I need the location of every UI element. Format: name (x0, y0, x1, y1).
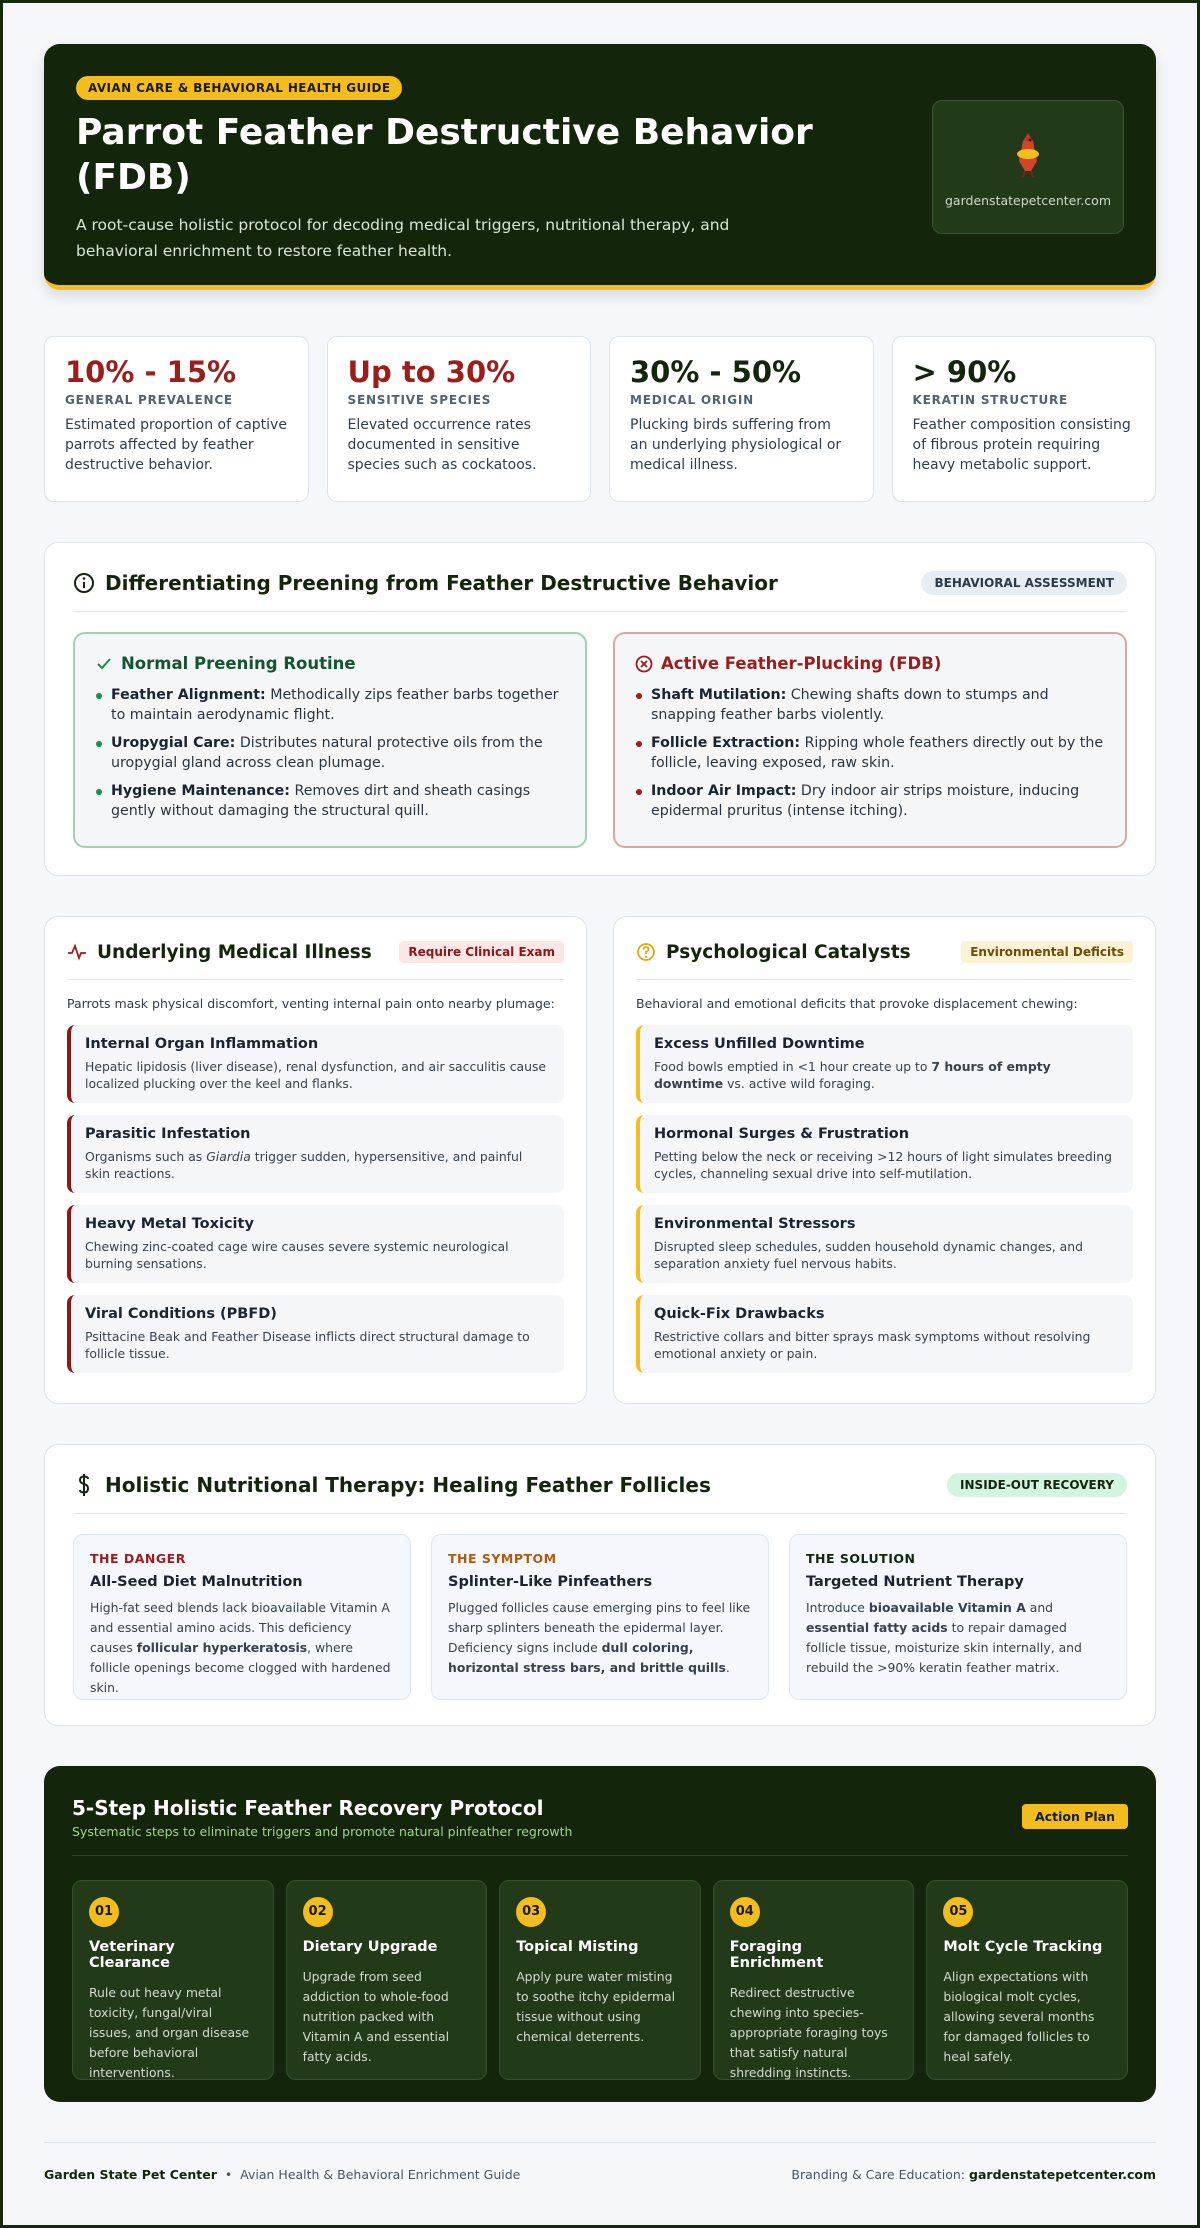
psych-title: Psychological Catalysts (666, 941, 911, 963)
stat-value: 30% - 50% (630, 355, 802, 389)
compare-badge: BEHAVIORAL ASSESSMENT (921, 571, 1127, 595)
stat-card (609, 336, 874, 502)
list-item: Indoor Air Impact: Dry indoor air strips moisture, inducing epidermal pruritus (intense itching). (635, 781, 1105, 821)
nutrition-card: THE SOLUTION Targeted Nutrient Therapy Introduce bioavailable Vitamin A and essential fatty acids to repair damaged follicle tissue, moisturize skin internally, and rebuild the >90% keratin feather matrix. (789, 1534, 1127, 1700)
step-card: 01 Veterinary Clearance Rule out heavy metal toxicity, fungal/viral issues, and organ disease before behavioral interventions. (72, 1880, 274, 2080)
nutrition-badge: INSIDE-OUT RECOVERY (947, 1473, 1127, 1497)
stat-card (892, 336, 1157, 502)
hero-banner (44, 44, 1156, 290)
list-item: Excess Unfilled Downtime Food bowls emptied in <1 hour create up to 7 hours of empty downtime vs. active wild foraging. (636, 1025, 1133, 1103)
parrot-logo-icon (1011, 131, 1045, 177)
medical-chip: Require Clinical Exam (399, 941, 564, 963)
stat-card (327, 336, 592, 502)
list-item: Hygiene Maintenance: Removes dirt and sheath casings gently without damaging the structural quill. (95, 781, 565, 821)
medical-title: Underlying Medical Illness (97, 941, 372, 963)
stat-label: MEDICAL ORIGIN (630, 393, 754, 407)
protocol-subtitle: Systematic steps to eliminate triggers and promote natural pinfeather regrowth (72, 1824, 573, 1839)
step-card: 03 Topical Misting Apply pure water misting to soothe itchy epidermal tissue without using chemical deterrents. (499, 1880, 701, 2080)
nutrition-card: THE DANGER All-Seed Diet Malnutrition High-fat seed blends lack bioavailable Vitamin A and essential amino acids. This deficiency causes follicular hyperkeratosis, where follicle openings become clogged with hardened skin. (73, 1534, 411, 1700)
list-item: Feather Alignment: Methodically zips feather barbs together to maintain aerodynamic flight. (95, 685, 565, 725)
step-card: 02 Dietary Upgrade Upgrade from seed addiction to whole-food nutrition packed with Vitamin A and essential fatty acids. (286, 1880, 488, 2080)
stat-desc: Estimated proportion of captive parrots affected by feather destructive behavior. (65, 417, 287, 473)
list-item: Viral Conditions (PBFD) Psittacine Beak and Feather Disease inflicts direct structural damage to follicle tissue. (67, 1295, 564, 1373)
footer-label: Branding & Care Education: (791, 2167, 966, 2182)
hero-tag: AVIAN CARE & BEHAVIORAL HEALTH GUIDE (76, 76, 402, 100)
footer-domain-link[interactable]: gardenstatepetcenter.com (969, 2167, 1156, 2182)
medical-intro: Parrots mask physical discomfort, venting internal pain onto nearby plumage: (67, 996, 555, 1011)
list-item: Heavy Metal Toxicity Chewing zinc-coated cage wire causes severe systemic neurological burning sensations. (67, 1205, 564, 1283)
question-circle-icon (636, 942, 656, 962)
protocol-title: 5-Step Holistic Feather Recovery Protocol (72, 1796, 544, 1820)
stat-value: Up to 30% (347, 355, 516, 389)
medical-panel (44, 916, 587, 1404)
list-item: Parasitic Infestation Organisms such as Giardia trigger sudden, hypersensitive, and painful skin reactions. (67, 1115, 564, 1193)
list-item: Uropygial Care: Distributes natural protective oils from the uropygial gland across clean plumage. (95, 733, 565, 773)
stat-card (44, 336, 309, 502)
fdb-box (613, 632, 1127, 848)
stat-label: SENSITIVE SPECIES (347, 393, 492, 407)
dollar-icon (73, 1473, 95, 1497)
list-item: Hormonal Surges & Frustration Petting below the neck or receiving >12 hours of light simulates breeding cycles, channeling sexual drive into self-mutilation. (636, 1115, 1133, 1193)
stats-row (44, 336, 1156, 502)
fdb-title: Active Feather-Plucking (FDB) (661, 654, 942, 673)
info-circle-icon (73, 572, 95, 594)
list-item: Follicle Extraction: Ripping whole feathers directly out by the follicle, leaving exposed, raw skin. (635, 733, 1105, 773)
pulse-icon (67, 942, 87, 962)
normal-title: Normal Preening Routine (121, 654, 356, 673)
stat-label: KERATIN STRUCTURE (912, 393, 1069, 407)
x-circle-icon (635, 655, 653, 673)
footer-guide: Avian Health & Behavioral Enrichment Guide (240, 2167, 521, 2182)
psych-intro: Behavioral and emotional deficits that provoke displacement chewing: (636, 996, 1078, 1011)
logo-domain: gardenstatepetcenter.com (945, 193, 1111, 208)
normal-preening-box (73, 632, 587, 848)
list-item: Internal Organ Inflammation Hepatic lipidosis (liver disease), renal dysfunction, and air sacculitis cause localized plucking over the keel and flanks. (67, 1025, 564, 1103)
action-plan-badge: Action Plan (1022, 1804, 1128, 1829)
nutrition-card: THE SYMPTOM Splinter-Like Pinfeathers Plugged follicles cause emerging pins to feel like sharp splinters beneath the epidermal layer. Deficiency signs include dull coloring, horizontal stress bars, and brittle quills. (431, 1534, 769, 1700)
protocol-section (44, 1766, 1156, 2102)
step-card: 04 Foraging Enrichment Redirect destructive chewing into species-appropriate foraging toys that satisfy natural shredding instincts. (713, 1880, 915, 2080)
stat-value: 10% - 15% (65, 355, 237, 389)
footer-brand: Garden State Pet Center (44, 2167, 217, 2182)
list-item: Quick-Fix Drawbacks Restrictive collars and bitter sprays mask symptoms without resolving emotional anxiety or pain. (636, 1295, 1133, 1373)
stat-desc: Feather composition consisting of fibrous protein requiring heavy metabolic support. (912, 417, 1131, 473)
compare-header (73, 571, 1127, 612)
step-card: 05 Molt Cycle Tracking Align expectations with biological molt cycles, allowing several months for damaged follicles to heal safely. (926, 1880, 1128, 2080)
stat-desc: Elevated occurrence rates documented in sensitive species such as cockatoos. (347, 417, 537, 473)
footer: Garden State Pet Center • Avian Health & Behavioral Enrichment Guide Branding & Care Education: gardenstatepetcenter.com (44, 2142, 1156, 2182)
hero-subtitle: A root-cause holistic protocol for decoding medical triggers, nutritional therapy, and behavioral enrichment to restore feather health. (76, 216, 730, 260)
nutrition-title: Holistic Nutritional Therapy: Healing Feather Follicles (105, 1473, 711, 1497)
psych-chip: Environmental Deficits (961, 941, 1133, 963)
list-item: Shaft Mutilation: Chewing shafts down to stumps and snapping feather barbs violently. (635, 685, 1105, 725)
nutrition-section (44, 1444, 1156, 1726)
list-item: Environmental Stressors Disrupted sleep schedules, sudden household dynamic changes, and separation anxiety fuel nervous habits. (636, 1205, 1133, 1283)
compare-section (44, 542, 1156, 876)
psych-panel (613, 916, 1156, 1404)
check-icon (95, 655, 113, 673)
stat-desc: Plucking birds suffering from an underlying physiological or medical illness. (630, 417, 842, 473)
logo-box (932, 100, 1124, 234)
page-title: Parrot Feather Destructive Behavior (FDB) (76, 112, 813, 198)
stat-value: > 90% (912, 355, 1017, 389)
stat-label: GENERAL PREVALENCE (65, 393, 233, 407)
compare-title: Differentiating Preening from Feather Destructive Behavior (105, 571, 778, 595)
